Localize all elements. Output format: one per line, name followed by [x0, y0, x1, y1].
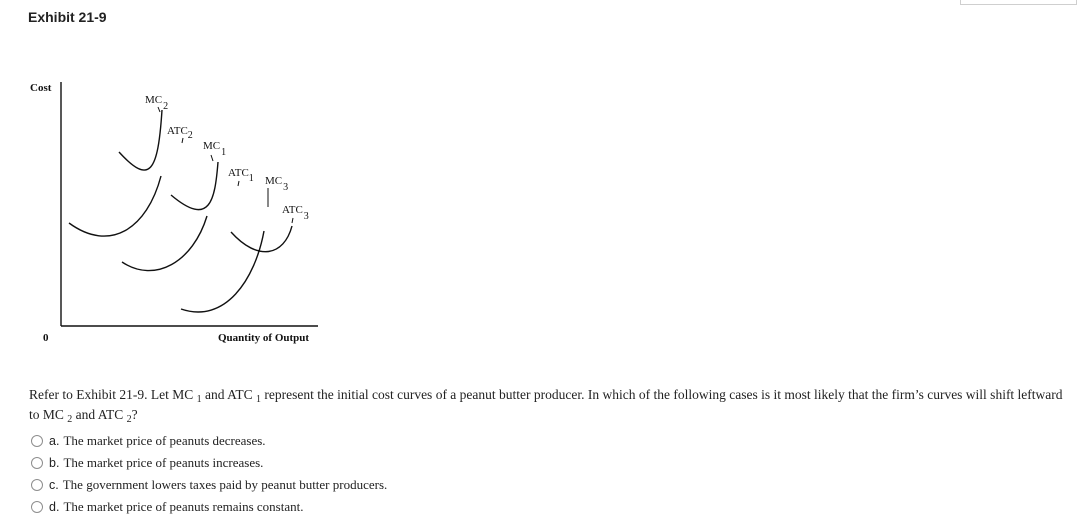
option-letter: c. [49, 478, 59, 492]
atc2-curve [69, 176, 161, 236]
option-text: The government lowers taxes paid by peanut butter producers. [62, 477, 388, 492]
radio-button[interactable] [31, 501, 43, 513]
answer-options [31, 430, 387, 518]
atc3-label: ATC3 [282, 204, 309, 222]
option-letter: d. [49, 500, 60, 514]
option-text: The market price of peanuts remains constant. [63, 499, 304, 514]
option-b[interactable] [31, 452, 387, 474]
y-axis-label: Cost [30, 82, 52, 94]
mc1-label: MC1 [203, 140, 227, 158]
origin-label: 0 [43, 332, 49, 344]
radio-button[interactable] [31, 479, 43, 491]
x-axis-label: Quantity of Output [218, 332, 310, 344]
option-a[interactable] [31, 430, 387, 452]
radio-button[interactable] [31, 457, 43, 469]
option-letter: b. [49, 456, 60, 470]
atc3-label-leader [292, 218, 293, 223]
mc1-curve [171, 162, 218, 210]
mc2-label-leader [158, 107, 160, 112]
atc2-label: ATC2 [167, 125, 193, 141]
atc1-label: ATC1 [228, 167, 254, 184]
option-letter: a. [49, 434, 60, 448]
mc2-label: MC2 [145, 94, 169, 112]
atc1-label-leader [238, 181, 239, 186]
mc3-curve [231, 226, 292, 252]
option-text: The market price of peanuts increases. [63, 455, 264, 470]
atc3-curve [181, 231, 264, 312]
mc2-curve [119, 110, 162, 170]
option-c[interactable] [31, 474, 387, 496]
radio-button[interactable] [31, 435, 43, 447]
mc3-label: MC3 [265, 175, 289, 193]
question-text: Refer to Exhibit 21-9. Let MC $_1$ and ATC $_1$ represent the initial cost curves of a peanut butter producer. In which of the following cases is it most likely that the firm’s curves will shift leftward to MC $_2$ and ATC $_2$? [29, 387, 1063, 425]
exhibit-title: Exhibit 21-9 [28, 9, 107, 25]
mc1-label-leader [211, 155, 213, 161]
option-text: The market price of peanuts decreases. [63, 433, 266, 448]
atc2-label-leader [182, 138, 183, 143]
option-d[interactable] [31, 496, 387, 518]
